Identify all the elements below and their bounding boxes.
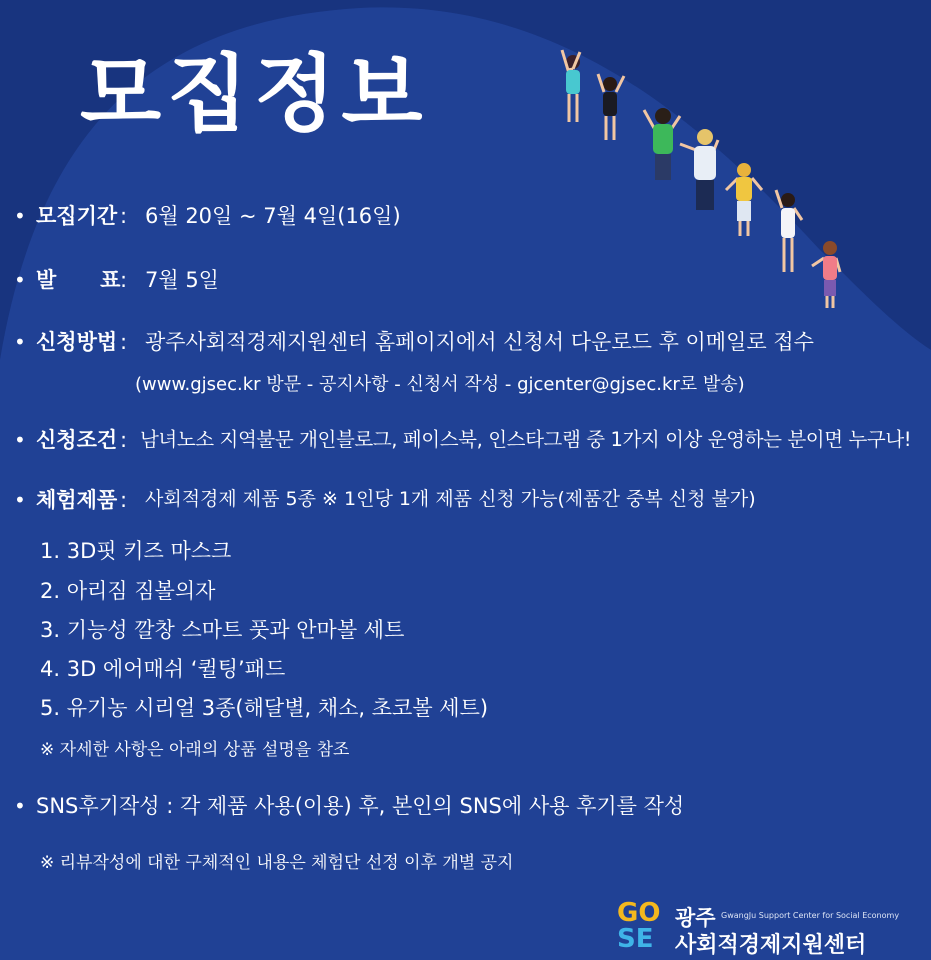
method-separator: : bbox=[120, 330, 128, 354]
announce-label: 발 표 bbox=[36, 268, 121, 292]
bullet: • bbox=[14, 330, 26, 354]
condition-label: 신청조건 bbox=[36, 428, 118, 452]
logo-english-name: GwangJu Support Center for Social Economy bbox=[721, 911, 900, 920]
person-figure bbox=[644, 108, 680, 180]
product-item: 3. 기능성 깔창 스마트 풋과 안마볼 세트 bbox=[40, 618, 405, 642]
bullet: • bbox=[14, 488, 26, 512]
condition-value: 남녀노소 지역불문 개인블로그, 페이스북, 인스타그램 중 1가지 이상 운영하는 분이면 누구나! bbox=[140, 428, 912, 451]
product-item: 2. 아리짐 짐볼의자 bbox=[40, 579, 216, 603]
logo-center-name: 사회적경제지원센터 bbox=[675, 933, 867, 958]
product-item: 1. 3D핏 키즈 마스크 bbox=[40, 539, 232, 563]
announce-value: 7월 5일 bbox=[145, 268, 219, 292]
products-separator: : bbox=[120, 488, 128, 512]
person-figure bbox=[680, 129, 718, 210]
bullet: • bbox=[14, 428, 26, 452]
period-label: 모집기간 bbox=[36, 204, 118, 228]
person-figure bbox=[562, 50, 580, 122]
logo-mark-bottom: SE bbox=[617, 924, 654, 954]
bullet: • bbox=[14, 204, 26, 228]
sns-note: ※ 리뷰작성에 대한 구체적인 내용은 체험단 선정 이후 개별 공지 bbox=[40, 853, 514, 873]
period-separator: : bbox=[120, 204, 128, 228]
period-value: 6월 20일 ~ 7월 4일(16일) bbox=[145, 204, 401, 228]
person-figure bbox=[726, 163, 762, 236]
logo-city: 광주 bbox=[675, 906, 716, 930]
products-note: ※ 자세한 사항은 아래의 상품 설명을 참조 bbox=[40, 740, 350, 760]
bullet: • bbox=[14, 268, 26, 292]
person-figure bbox=[812, 241, 840, 308]
person-figure bbox=[598, 74, 624, 140]
logo-mark-top: GO bbox=[617, 898, 661, 928]
center-logo bbox=[617, 900, 917, 956]
products-value: 사회적경제 제품 5종 ※ 1인당 1개 제품 신청 가능(제품간 중복 신청 불가) bbox=[145, 488, 756, 510]
go-se-logo-mark bbox=[617, 900, 660, 952]
bullet: • bbox=[14, 794, 26, 818]
sns-value: SNS후기작성 : 각 제품 사용(이용) 후, 본인의 SNS에 사용 후기를 작성 bbox=[36, 794, 685, 818]
condition-separator: : bbox=[120, 428, 128, 452]
product-item: 5. 유기농 시리얼 3종(해달별, 채소, 초코볼 세트) bbox=[40, 696, 489, 720]
products-label: 체험제품 bbox=[36, 488, 118, 512]
people-illustration bbox=[540, 40, 860, 320]
product-item: 4. 3D 에어매쉬 ‘퀼팅’패드 bbox=[40, 657, 286, 681]
person-figure bbox=[776, 190, 802, 272]
poster-title: 모집정보 bbox=[80, 45, 429, 143]
method-value: 광주사회적경제지원센터 홈페이지에서 신청서 다운로드 후 이메일로 접수 bbox=[145, 330, 814, 354]
method-detail: (www.gjsec.kr 방문 - 공지사항 - 신청서 작성 - gjcenter@gjsec.kr로 발송) bbox=[135, 374, 745, 395]
method-label: 신청방법 bbox=[36, 330, 118, 354]
announce-separator: : bbox=[120, 268, 128, 292]
